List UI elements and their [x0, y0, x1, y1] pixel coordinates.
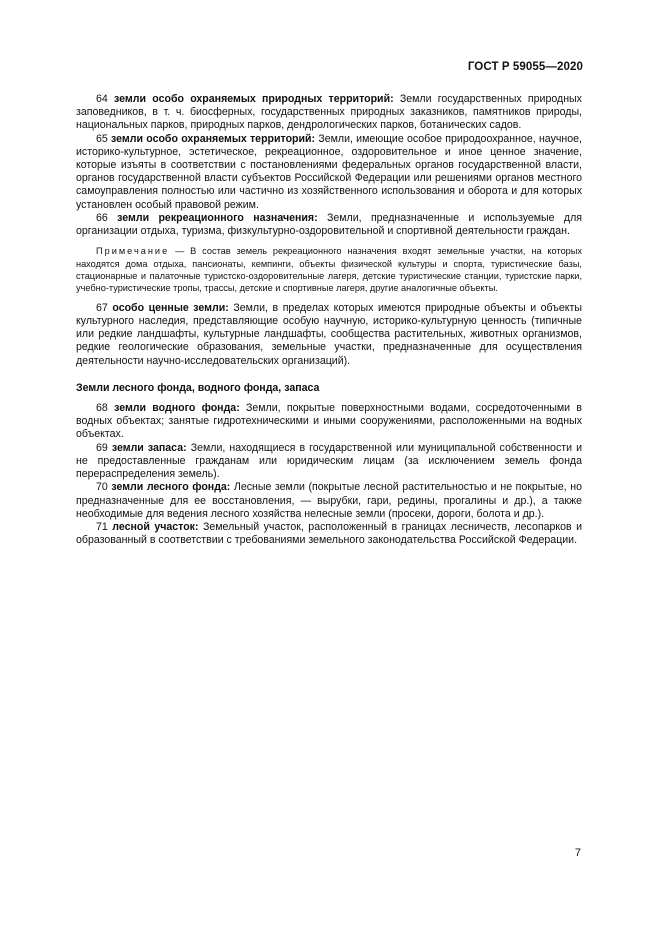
- term-number: 70: [96, 481, 108, 494]
- term-definition: Земли государственных природных заповедников, в т. ч. биосферных, государственных природных заказников, памятников природы, национальных парков, природных парков, дендрологических парков, ботанических садов.: [76, 93, 582, 132]
- note-text: В состав земель рекреационного назначения входят земельные участки, на которых находятся дома отдыха, пансионаты, кемпинги, объекты физической культуры и спорта, туристические базы, стационарные и палаточные туристско-оздоровительные лагеря, детские туристические станции, туристские парки, учебно-туристические тропы, трассы, детские и спортивные лагеря, другие аналогичные объекты.: [76, 246, 582, 294]
- term-name: особо ценные земли:: [112, 301, 229, 314]
- standard-header: ГОСТ Р 59055—2020: [467, 61, 583, 73]
- term-entry-71: [76, 521, 582, 547]
- term-number: 68: [96, 402, 108, 415]
- section-title: Земли лесного фонда, водного фонда, запаса: [76, 381, 320, 394]
- term-definition: Земельный участок, расположенный в границах лесничеств, лесопарков и образованный в соответствии с требованиями земельного законодательства Российской Федерации.: [76, 520, 582, 547]
- note: [76, 245, 582, 295]
- page-number: 7: [574, 847, 581, 859]
- term-entry-65: [76, 133, 582, 212]
- term-number: 66: [96, 211, 108, 224]
- term-entry-67: [76, 302, 582, 368]
- term-name: земли рекреационного назначения:: [117, 211, 318, 224]
- term-number: 71: [96, 520, 108, 533]
- term-name: земли лесного фонда:: [111, 481, 231, 494]
- term-name: земли запаса:: [111, 441, 187, 454]
- note-dash: —: [175, 246, 185, 257]
- term-entry-70: [76, 481, 582, 521]
- term-definition: Земли, в пределах которых имеются природные объекты и объекты культурного наследия, представляющие особую научную, историко-культурную ценность (типичные или редкие ландшафты, культурные ландшафты, сообщества растительных, животных организмов, редкие геологические образования, земельные участки, предназначенные для осуществления деятельности научно-исследовательских организаций).: [76, 301, 583, 367]
- term-number: 69: [96, 441, 108, 454]
- term-name: земли особо охраняемых природных территорий:: [114, 93, 394, 105]
- term-entry-64: [76, 93, 582, 133]
- term-definition: Земли, имеющие особое природоохранное, научное, историко-культурное, эстетическое, рекреационное, оздоровительное и иное ценное значение, которые изъяты в соответствии с постановлениями федеральных органов государственной власти, органов государственной власти субъектов Российской Федерации или решениями органов местного самоуправления полностью или частично из хозяйственного использования и оборота и для которых установлен особый правовой режим.: [76, 132, 582, 211]
- note-label: Примечание: [96, 246, 170, 257]
- term-name: земли водного фонда:: [114, 402, 240, 415]
- term-number: 64: [96, 93, 108, 105]
- term-entry-66: [76, 212, 582, 238]
- term-definition: Лесные земли (покрытые лесной растительностью и не покрытые, но предназначенные для ее восстановления, — вырубки, гари, редины, прогалины и др.), а также необходимые для ведения лесного хозяйства нелесные земли (просеки, дороги, болота и др.).: [76, 481, 582, 520]
- term-definition: Земли, находящиеся в государственной или муниципальной собственности и не предоставленные гражданам или юридическим лицам (за исключением земель фонда перераспределения земель).: [76, 441, 582, 481]
- term-name: лесной участок:: [112, 520, 199, 533]
- term-name: земли особо охраняемых территорий:: [111, 132, 316, 145]
- term-entry-68: [76, 402, 582, 442]
- term-number: 65: [96, 132, 108, 145]
- document-body: [76, 93, 582, 547]
- term-number: 67: [96, 301, 108, 314]
- term-definition: Земли, предназначенные и используемые для организации отдыха, туризма, физкультурно-оздоровительной и спортивной деятельности граждан.: [76, 211, 582, 238]
- term-definition: Земли, покрытые поверхностными водами, сосредоточенными в водных объектах; занятые гидротехническими и иными сооружениями, расположенными на водных объектах.: [76, 402, 582, 441]
- term-entry-69: [76, 442, 582, 482]
